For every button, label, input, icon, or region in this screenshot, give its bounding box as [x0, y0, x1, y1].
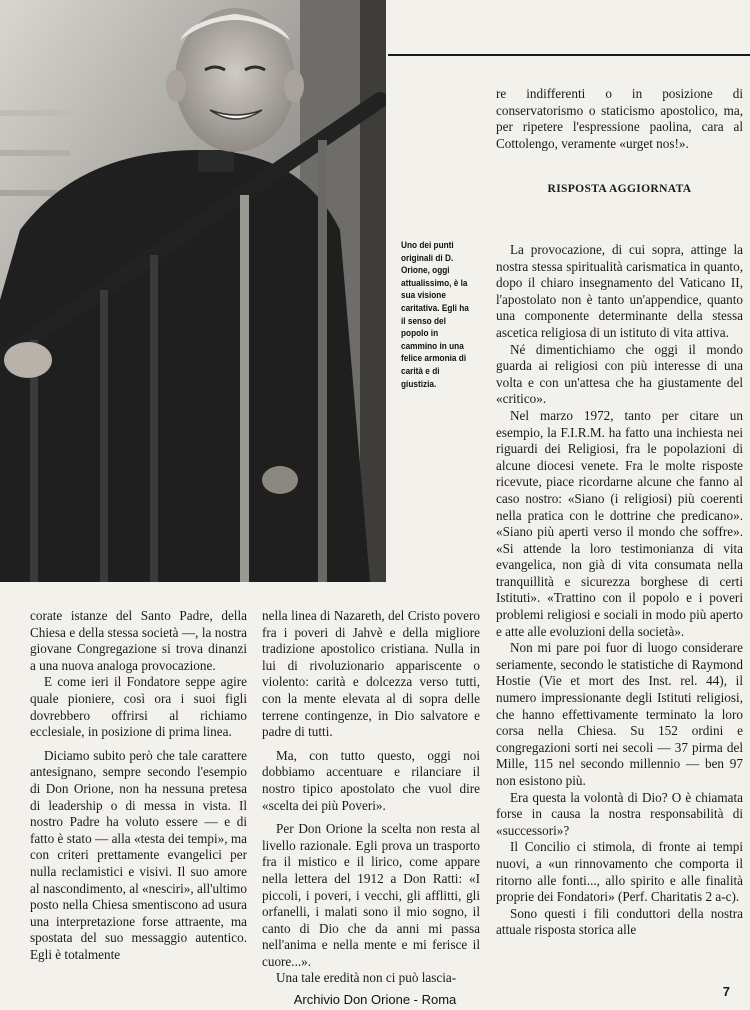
paragraph: Non mi pare poi fuor di luogo considerare seriamente, secondo le statistiche di Raymond Hostie (Vie et mort des Inst. rel. 44), il numero impressionante degli Istituti religiosi, che hanno effettivamente terminato la loro corsa nella Chiesa. Su 152 ordini e congregazioni sorti nei secoli — 37 pirma del Mille, 115 nel secondo millennio — ben 97 non esistono più. — [496, 640, 743, 788]
header-rule — [388, 54, 750, 56]
column-left — [30, 608, 247, 963]
paragraph: Ma, con tutto questo, oggi noi dobbiamo accentuare e rilanciare il nostro tipico apostolato che vuol dire «scelta dei più Poveri». — [262, 747, 480, 813]
photo-don-orione — [0, 0, 386, 582]
paragraph: Nel marzo 1972, tanto per citare un esempio, la F.I.R.M. ha fatto una inchiesta nei riguardi dei Religiosi, fra le popolazioni di alcune diocesi venete. Fra le molte risposte ricevute, piace ricordarne alcune che fanno al caso nostro: «Siano (i religiosi) più coerenti nella pratica con le dottrine che predicano». «Siano più aperti verso il mondo che soffre». «Si attende la loro testimonianza di vita evangelica, non già di vita consumata nella tranquillità e sicurezza borghese di certi Istituti». «Trattino con il popolo e i poveri problemi religiosi e sociali in modo più aperto e atte alle evoluzioni della società». — [496, 407, 743, 639]
paragraph: La provocazione, di cui sopra, attinge la nostra stessa spiritualità carismatica in quanto, dopo il chiaro insegnamento del Vaticano II, l'apostolato non è tanto un'appendice, quanto una componente determinante della stessa ascetica religiosa di un istituto di vita attiva. — [496, 242, 743, 340]
column-right-top — [496, 86, 743, 152]
paragraph: Né dimentichiamo che oggi il mondo guarda ai religiosi con più interesse di una volta e con un'attesa che ha giustamente del «critico». — [496, 341, 743, 407]
column-middle — [262, 608, 480, 987]
page-number: 7 — [722, 984, 730, 999]
paragraph: E come ieri il Fondatore seppe agire quale pioniere, così ora i suoi figli dovrebbero offrirsi al richiamo ecclesiale, in posizione di prima linea. — [30, 674, 247, 740]
archive-footer: Archivio Don Orione - Roma — [293, 992, 457, 1007]
paragraph: corate istanze del Santo Padre, della Chiesa e della stessa società —, la nostra giovane Congregazione si trova dinanzi a una nuova analoga provocazione. — [30, 608, 247, 673]
column-right — [496, 242, 743, 939]
section-heading: RISPOSTA AGGIORNATA — [547, 182, 692, 195]
paragraph: Diciamo subito però che tale carattere antesignano, sempre secondo l'esempio di Don Orione, non ha nessuna pretesa di leadership o di messa in vista. Il nostro Padre ha voluto essere — e di fatto è stato — alla «testa dei tempi», ma con criteri prettamente evangelici per nulla reclamistici e visivi. Il suo amore al nascondimento, al «nesciri», all'ultimo posto nella Chiesa smentiscono ad usura una interpretazione forse attraente, ma spostata del suo messaggio autentico. Egli è totalmente — [30, 747, 247, 962]
paragraph: Sono questi i fili conduttori della nostra attuale risposta storica alle — [496, 905, 743, 938]
photo-caption: Uno dei punti originali di D. Orione, oggi attualissimo, è la sua visione caritativa. Egli ha il senso del popolo in cammino in una felice armonia di carità e di giustizia. — [401, 240, 469, 390]
paragraph: re indifferenti o in posizione di conservatorismo o staticismo apostolico, ma, per ripetere l'espressione paolina, cara al Cottolengo, veramente «urget nos!». — [496, 86, 743, 151]
paragraph: Una tale eredità non ci può lascia- — [276, 970, 457, 986]
photo-image — [0, 0, 386, 582]
paragraph: Per Don Orione la scelta non resta al livello razionale. Egli prova un trasporto fra il mistico e il lirico, come appare nella lettera del 1912 a Don Ratti: «I piccoli, i poveri, i vecchi, gli afflitti, gli orfanelli, i malati sono il mio sogno, il canto di Dio che da anni mi passa nell'anima e nella mente e mi ferisce il cuore...». — [262, 821, 480, 969]
paragraph: nella linea di Nazareth, del Cristo povero fra i poveri di Jahvè e della migliore tradizione apostolico cristiana. Nulla in lui di rivoluzionario appariscente o violento: carità e dolcezza verso tutti, con la mente elevata al di sopra delle terrene contingenze, in Dio salvatore e padre di tutti. — [262, 608, 480, 740]
paragraph: Il Concilio ci stimola, di fronte ai tempi nuovi, a «un rinnovamento che comporta il ritorno alle fonti..., allo spirito e alle finalità proprie dei Fondatori» (Perf. Charitatis 2 a-c). — [496, 839, 743, 905]
paragraph: Era questa la volontà di Dio? O è chiamata forse in causa la nostra responsabilità di «successori»? — [496, 789, 743, 838]
